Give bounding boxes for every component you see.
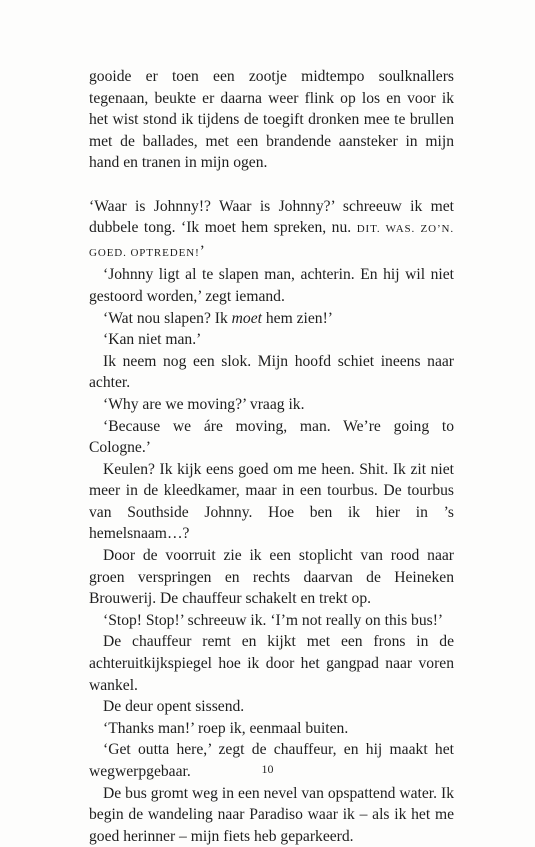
paragraph-2-start: ‘Waar is Johnny!? Waar is Johnny?’ schreeuw ik met dubbele tong. ‘Ik moet hem spreken, nu.: [89, 197, 454, 237]
paragraph-5: ‘Kan niet man.’: [103, 331, 202, 349]
paragraph-4: [89, 308, 454, 330]
paragraph-11: ‘Stop! Stop!’ schreeuw ik. ‘I’m not really on this bus!’: [103, 611, 444, 629]
paragraph-2: [89, 196, 454, 265]
paragraph-16: De bus gromt weg in een nevel van opspattend water. Ik begin de wandeling naar Paradiso waar ik – als ik het me goed herinner – mijn fiets heb geparkeerd.: [89, 784, 454, 845]
paragraph-3: ‘Johnny ligt al te slapen man, achterin. En hij wil niet gestoord worden,’ zegt iemand.: [89, 266, 454, 305]
paragraph-9: Keulen? Ik kijk eens goed om me heen. Shit. Ik zit niet meer in de kleedkamer, maar in een tourbus. De tourbus van Southside Johnny. Hoe ben ik hier in ’s hemelsnaam…?: [89, 460, 454, 543]
paragraph-6: Ik neem nog een slok. Mijn hoofd schiet ineens naar achter.: [89, 352, 454, 392]
paragraph-12: De chauffeur remt en kijkt met een frons in de achteruitkijkspiegel hoe ik door het gangpad naar voren wankel.: [89, 633, 454, 694]
paragraph-7: ‘Why are we moving?’ vraag ik.: [103, 395, 305, 413]
paragraph-14: ‘Thanks man!’ roep ik, eenmaal buiten.: [103, 719, 349, 737]
paragraph-4-start: ‘Wat nou slapen? Ik: [103, 309, 232, 327]
paragraph-10: Door de voorruit zie ik een stoplicht van rood naar groen verspringen en rechts daarvan de Heineken Brouwerij. De chauffeur schakelt en trekt op.: [89, 547, 454, 608]
paragraph-8: ‘Because we áre moving, man. We’re going to Cologne.’: [89, 417, 454, 457]
paragraph-4-end: hem zien!’: [261, 309, 333, 327]
page-number: 10: [261, 762, 274, 776]
paragraph-2-end: ’: [199, 242, 205, 260]
book-page-text: [89, 66, 454, 847]
paragraph-1: gooide er toen een zootje midtempo soulknallers tegenaan, beukte er daarna weer flink op los en voor ik het wist stond ik tijdens de toegift dronken mee te brullen met de ballades, met een brandende aansteker in mijn hand en tranen in mijn ogen.: [89, 68, 454, 172]
paragraph-15: ‘Get outta here,’ zegt de chauffeur, en hij maakt het wegwerpgebaar.: [89, 741, 454, 780]
paragraph-4-italic: moet: [231, 309, 262, 327]
paragraph-2-small-caps: DIT. WAS. ZO’N. GOED. OPTREDEN!: [89, 223, 454, 259]
paragraph-13: De deur opent sissend.: [103, 698, 245, 716]
